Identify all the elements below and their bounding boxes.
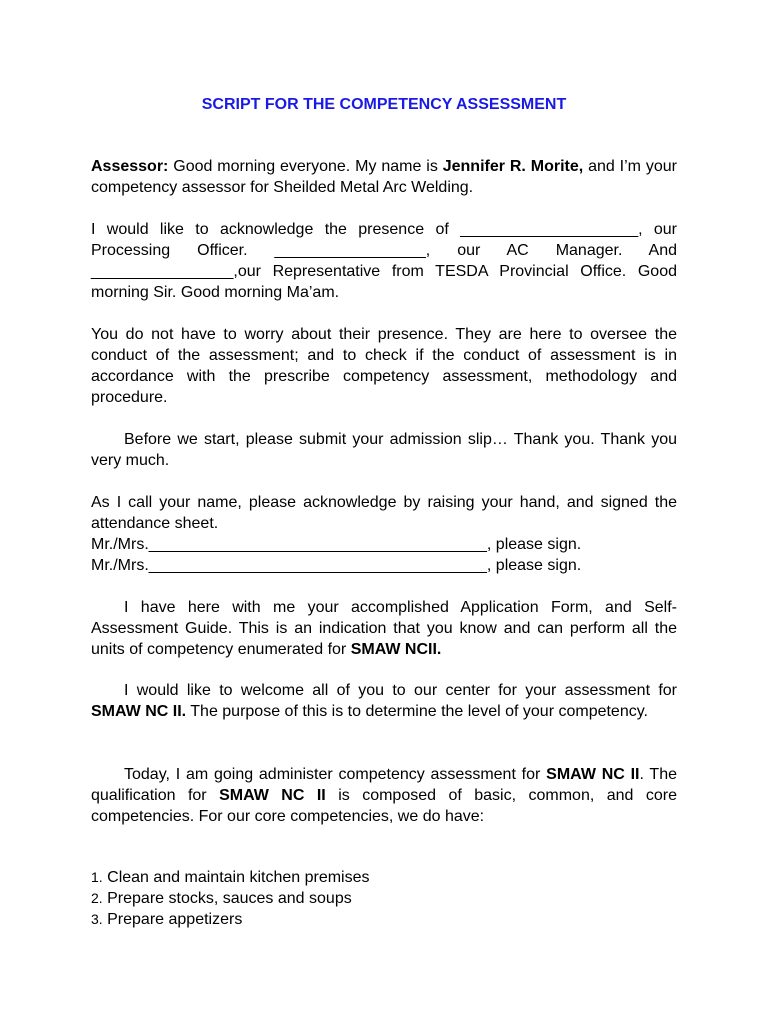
qualification-text-3: is composed of basic, common, and core competencies. For our core competencies, we do have: (91, 787, 678, 825)
list-text: Prepare stocks, sauces and soups (102, 890, 352, 907)
qualification-paragraph (91, 764, 677, 827)
signature-line-2: Mr./Mrs.______________________________________, please sign. (91, 557, 582, 574)
list-item (91, 867, 370, 888)
list-text: Prepare appetizers (102, 911, 243, 928)
admission-slip-paragraph: Before we start, please submit your admission slip… Thank you. Thank you very much. (91, 431, 677, 469)
qualification-bold-1: SMAW NCII. (350, 641, 442, 658)
welcome-paragraph (91, 680, 677, 722)
welcome-text-2: The purpose of this is to determine the level of your competency. (186, 703, 648, 720)
list-number: 3. (91, 911, 103, 927)
application-form-paragraph (91, 597, 677, 660)
intro-text-2: and I’m your competency assessor for Sheilded Metal Arc Welding. (91, 158, 678, 196)
acknowledge-paragraph: I would like to acknowledge the presence of ____________________, our Processing Officer. _________________, our AC Manager. And ________________,our Representative from TESDA Provincial Office. Good morning Sir. Good morning Ma’am. (91, 221, 677, 301)
qualification-bold-4: SMAW NC II (219, 787, 326, 804)
list-number: 1. (91, 869, 103, 885)
qualification-text-2: . The qualification for (91, 766, 677, 804)
list-number: 2. (91, 890, 103, 906)
assessor-label: Assessor: (91, 158, 169, 175)
assessor-intro-paragraph (91, 156, 677, 198)
qualification-bold-3: SMAW NC II (546, 766, 640, 783)
welcome-text-1: I would like to welcome all of you to our center for your assessment for (124, 682, 677, 699)
attendance-paragraph: As I call your name, please acknowledge by raising your hand, and signed the attendance sheet. (91, 494, 677, 532)
intro-text-1: Good morning everyone. My name is (168, 158, 443, 175)
signature-line-1: Mr./Mrs.______________________________________, please sign. (91, 536, 582, 553)
competency-list (91, 867, 370, 930)
qualification-bold-2: SMAW NC II. (91, 703, 187, 720)
qualification-text-1: Today, I am going administer competency assessment for (124, 766, 547, 783)
list-text: Clean and maintain kitchen premises (102, 869, 370, 886)
list-item (91, 909, 370, 930)
document-title: SCRIPT FOR THE COMPETENCY ASSESSMENT (201, 96, 567, 113)
list-item (91, 888, 370, 909)
oversee-paragraph: You do not have to worry about their presence. They are here to oversee the conduct of the assessment; and to check if the conduct of assessment is in accordance with the prescribe competency assessment, methodology and procedure. (91, 326, 677, 406)
application-text: I have here with me your accomplished Application Form, and Self-Assessment Guide. This is an indication that you know and can perform all the units of competency enumerated for (91, 599, 677, 658)
assessor-name: Jennifer R. Morite, (442, 158, 584, 175)
